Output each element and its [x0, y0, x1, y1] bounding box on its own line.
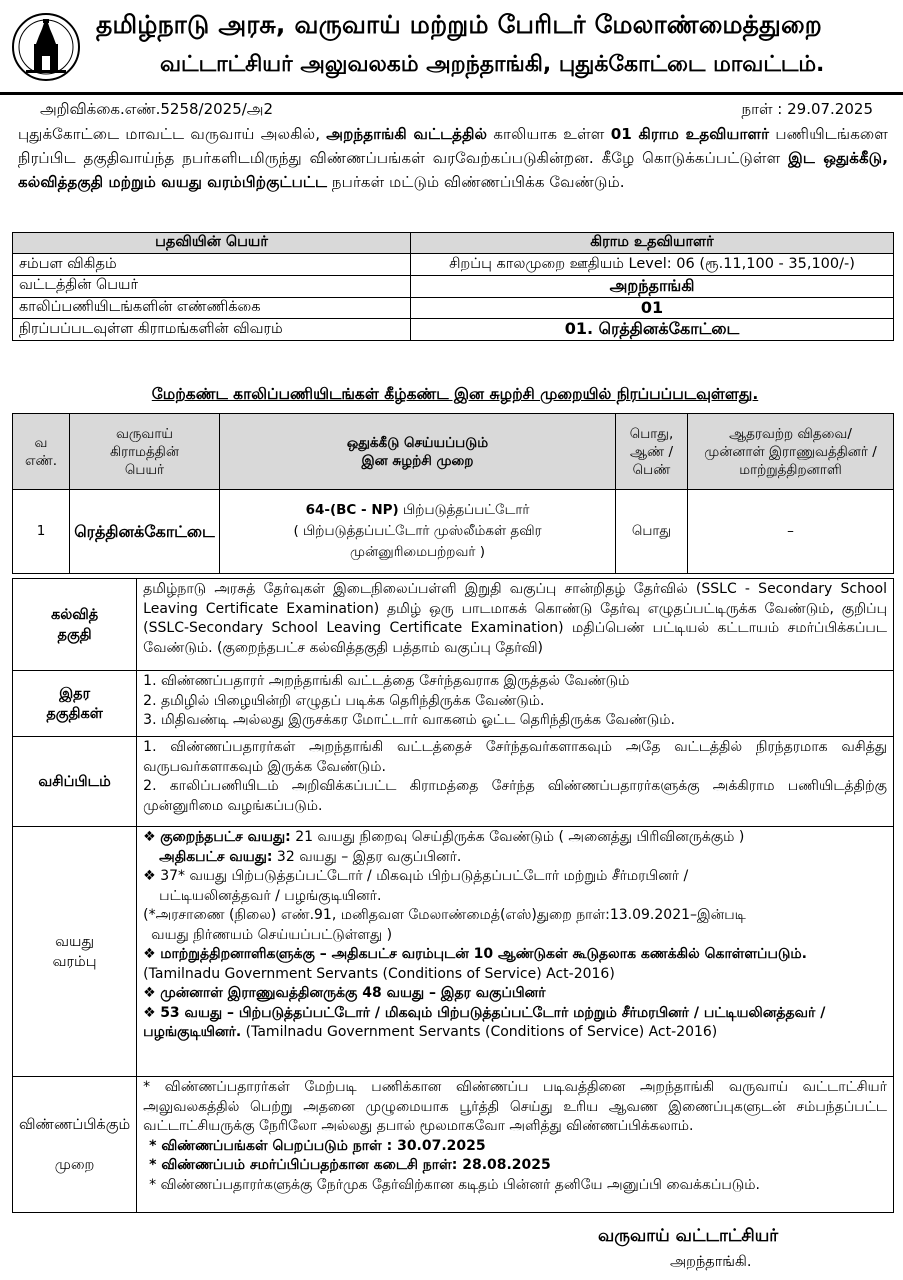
sno-cell: 1 — [13, 490, 70, 574]
taluk-value: அறந்தாங்கி — [411, 275, 894, 297]
label-text: தகுதி — [57, 626, 92, 643]
sno-header — [13, 414, 70, 490]
list-item: 1. விண்ணப்பதாரர்கள் அறந்தாங்கி வட்டத்தைச் சேர்ந்தவர்களாகவும் அதே வட்டத்தில் நிரந்தரமாக வசித்து வருபவர்களாகவும் இருக்க வேண்டும். — [143, 739, 887, 775]
list-item: * விண்ணப்பதாரர்கள் மேற்படி பணிக்கான விண்ணப்ப படிவத்தினை அறந்தாங்கி வருவாய் வட்டாட்சியர் அலுவலகத்தில் பெற்று அதனை முழுமையாக பூர்த்தி செய்து உரிய ஆவண இணைப்புகளுடன் சம்பந்தப்பட்ட வட்டாட்சியருக்கு நேரிலோ அல்லது தபால் மூலமாகவோ அளித்து விண்ணப்பிக்கலாம். — [143, 1079, 887, 1134]
header-text: பெண் — [632, 461, 671, 478]
header — [0, 0, 903, 92]
quota-text: முன்னுரிமைபற்றவர் ) — [349, 544, 486, 560]
village-header — [70, 414, 220, 490]
notice-reference: அறிவிக்கை.எண்.5258/2025/அ2 — [40, 100, 274, 118]
list-item — [143, 848, 887, 868]
quota-text: ( பிற்படுத்தப்பட்டோர் முஸ்லீம்கள் தவிர — [293, 523, 542, 539]
age-limit-details — [137, 827, 894, 1077]
quota-header — [220, 414, 616, 490]
post-details-table — [12, 232, 894, 341]
diamond-bullet-icon: ❖ — [143, 946, 161, 962]
header-text: வருவாய் — [116, 425, 173, 442]
list-item: 3. மிதிவண்டி அல்லது இருசக்கர மோட்டார் வாகனம் ஓட்ட தெரிந்திருக்க வேண்டும். — [143, 712, 675, 728]
vacancy-count-label: காலிப்பணியிடங்களின் எண்ணிக்கை — [13, 297, 411, 318]
table-row — [13, 319, 894, 341]
diamond-bullet-icon: ❖ — [143, 868, 161, 884]
quota-cell — [220, 490, 616, 574]
diamond-bullet-icon: ❖ — [143, 829, 161, 845]
list-item — [143, 984, 887, 1004]
header-text: வ — [34, 434, 48, 451]
signatory-place: அறந்தாங்கி. — [670, 1254, 752, 1270]
diamond-bullet-icon: ❖ — [143, 985, 161, 1001]
act-text: (Tamilnadu Government Servants (Conditions of Service) Act-2016) — [241, 1024, 718, 1040]
list-item: 2. தமிழில் பிழையின்றி எழுதப் படிக்க தெரிந்திருக்க வேண்டும். — [143, 692, 545, 709]
table-row — [13, 827, 894, 1077]
header-text: ஒதுக்கீடு செய்யப்படும் — [346, 434, 489, 451]
application-method-label — [13, 1077, 137, 1213]
gender-cell: பொது — [616, 490, 688, 574]
label-text: முறை — [54, 1156, 95, 1173]
age-limit-label — [13, 827, 137, 1077]
header-text: மாற்றுத்திறனாளி — [739, 461, 842, 478]
office-title: வட்டாட்சியர் அலுவலகம் அறந்தாங்கி, புதுக்கோட்டை மாவட்டம். — [160, 52, 825, 77]
list-item — [143, 1004, 887, 1043]
residence-list — [137, 737, 894, 827]
label-text: வயது — [55, 933, 95, 950]
intro-text: காலியாக உள்ள — [487, 125, 611, 143]
ex-service-age-text: முன்னாள் இராணுவத்தினருக்கு 48 வயது – இதர வகுப்பினர் — [160, 985, 546, 1001]
diamond-bullet-icon: ❖ — [143, 1004, 161, 1021]
header-text: பெயர் — [124, 461, 165, 478]
application-method-details — [137, 1077, 894, 1213]
reservation-table — [12, 413, 894, 574]
intro-text: புதுக்கோட்டை மாவட்ட வருவாய் அலகில், — [18, 125, 327, 143]
label-text: இதர — [59, 685, 91, 702]
intro-paragraph — [18, 122, 888, 194]
taluk-label: வட்டத்தின் பெயர் — [13, 275, 411, 297]
education-label — [13, 579, 137, 671]
label-text: வரம்பு — [52, 953, 97, 970]
list-item: (Tamilnadu Government Servants (Conditions of Service) Act-2016) — [143, 965, 615, 982]
department-title: தமிழ்நாடு அரசு, வருவாய் மற்றும் பேரிடர் மேலாண்மைத்துறை — [96, 10, 822, 39]
criteria-table — [12, 578, 894, 1213]
bc-age-text: 37* வயது பிற்படுத்தப்பட்டோர் / மிகவும் பிற்படுத்தப்பட்டோர் மற்றும் சீர்மரபினர் / — [160, 868, 689, 884]
list-item: பட்டியலினத்தவர் / பழங்குடியினர். — [159, 887, 382, 904]
header-text: கிராமத்தின் — [110, 443, 179, 460]
priority-cell: – — [688, 490, 894, 574]
post-name-value: கிராம உதவியாளர் — [411, 233, 894, 254]
table-row — [13, 671, 894, 737]
other-qualification-label — [13, 671, 137, 737]
list-item: 1. விண்ணப்பதாரர் அறந்தாங்கி வட்டத்தை சேர்ந்தவராக இருத்தல் வேண்டும் — [143, 673, 630, 689]
table-row — [13, 275, 894, 297]
intro-criteria: இட ஒதுக்கீடு, கல்வித்தகுதி மற்றும் வயது வரம்பிற்குட்பட்ட — [18, 149, 888, 191]
signatory-title: வருவாய் வட்டாட்சியர் — [598, 1226, 779, 1246]
table-row — [13, 579, 894, 671]
table-row — [13, 490, 894, 574]
list-item — [143, 828, 887, 848]
list-item: (*அரசாணை (நிலை) எண்.91, மனிதவள மேலாண்மைத்(எஸ்)துறை நாள்:13.09.2021–இன்படி — [143, 907, 746, 923]
age-53-text: 53 வயது – பிற்படுத்தப்பட்டோர் / மிகவும் பிற்படுத்தப்பட்டோர் மற்றும் சீர்மரபினர் / பட்டியலினத்தவர் / பழங்குடியினர். — [143, 1004, 826, 1040]
table-row — [13, 233, 894, 254]
header-text: முன்னாள் இராணுவத்தினர் / — [704, 443, 877, 460]
intro-post: 01 கிராம உதவியாளர் — [610, 125, 770, 143]
table-row — [13, 1077, 894, 1213]
table-row — [13, 297, 894, 318]
label-text: தகுதிகள் — [46, 705, 103, 722]
header-text: ஆண் / — [629, 443, 674, 460]
other-qualification-list — [137, 671, 894, 737]
salary-value: சிறப்பு காலமுறை ஊதியம் Level: 06 (ரூ.11,100 - 35,100/-) — [411, 254, 894, 275]
header-divider — [0, 92, 903, 95]
rotation-note: மேற்கண்ட காலிப்பணியிடங்கள் கீழ்கண்ட இன சுழற்சி முறையில் நிரப்பப்படவுள்ளது. — [151, 385, 759, 403]
table-row — [13, 254, 894, 275]
quota-text: பிற்படுத்தப்பட்டோர் — [398, 502, 530, 518]
intro-taluk: அறந்தாங்கி வட்டத்தில் — [326, 125, 488, 143]
list-item: 2. காலிப்பணியிடம் அறிவிக்கப்பட்ட கிராமத்தை சேர்ந்த விண்ணப்பதாரர்களுக்கு அக்கிராம பணியிடத்திற்கு முன்னுரிமை வழங்கப்படும். — [143, 778, 887, 814]
application-last-date: * விண்ணப்பம் சமர்ப்பிப்பதற்கான கடைசி நாள்: 28.08.2025 — [149, 1157, 551, 1173]
village-value: 01. ரெத்தினக்கோட்டை — [411, 319, 894, 341]
header-text: இன சுழற்சி முறை — [361, 452, 474, 469]
quota-code: 64-(BC - NP) — [305, 502, 399, 518]
gender-header — [616, 414, 688, 490]
header-text: ஆதரவற்ற விதவை/ — [729, 425, 852, 442]
min-age-label: குறைந்தபட்ச வயது: — [160, 829, 291, 845]
min-age-text: 21 வயது நிறைவு செய்திருக்க வேண்டும் ( அனைத்து பிரிவினருக்கும் ) — [290, 829, 745, 845]
village-label: நிரப்பப்படவுள்ள கிராமங்களின் விவரம் — [13, 319, 411, 341]
village-cell: ரெத்தினக்கோட்டை — [70, 490, 220, 574]
label-text: கல்வித் — [50, 606, 99, 623]
intro-text: நபர்கள் மட்டும் விண்ணப்பிக்க வேண்டும். — [327, 173, 625, 191]
list-item — [143, 867, 887, 887]
notice-date: நாள் : 29.07.2025 — [741, 100, 873, 118]
max-age-text: 32 வயது – இதர வகுப்பினர். — [272, 848, 462, 865]
residence-label: வசிப்பிடம் — [13, 737, 137, 827]
salary-label: சம்பள விகிதம் — [13, 254, 411, 275]
priority-header — [688, 414, 894, 490]
list-item: * விண்ணப்பதாரர்களுக்கு நேர்முக தேர்விற்கான கடிதம் பின்னர் தனியே அனுப்பி வைக்கப்படும். — [149, 1176, 761, 1193]
table-row — [13, 737, 894, 827]
intro-text: பணியிடங்களை நிரப்பிட தகுதிவாய்ந்த நபர்களிடமிருந்து விண்ணப்பங்கள் வரவேற்கப்படுகின்றன. கீழே கொடுக்கப்பட்டுள்ள — [18, 125, 888, 167]
vacancy-count-value: 01 — [411, 297, 894, 318]
table-header-row — [13, 414, 894, 490]
header-text: எண். — [24, 452, 57, 469]
disabled-age-text: மாற்றுத்திறனாளிகளுக்கு – அதிகபட்ச வரம்புடன் 10 ஆண்டுகள் கூடுதலாக கணக்கில் கொள்ளப்படும். — [160, 946, 807, 962]
label-text: விண்ணப்பிக்கும் — [19, 1116, 131, 1133]
max-age-label: அதிகபட்ச வயது: — [159, 848, 273, 865]
post-name-label: பதவியின் பெயர் — [13, 233, 411, 254]
application-start-date: * விண்ணப்பங்கள் பெறப்படும் நாள் : 30.07.2025 — [149, 1137, 486, 1154]
tamilnadu-emblem-icon — [12, 10, 80, 84]
list-item: வயது நிர்ணயம் செய்யப்பட்டுள்ளது ) — [151, 926, 393, 943]
header-text: பொது, — [629, 425, 674, 442]
list-item — [143, 945, 887, 965]
education-text: தமிழ்நாடு அரசுத் தேர்வுகள் இடைநிலைப்பள்ளி இறுதி வகுப்பு சான்றிதழ் தேர்வில் (SSLC - Secondary School Leaving Certificate Examination) தமிழ் ஒரு பாடமாகக் கொண்டு தேர்வு எழுதப்பட்டிருக்க வேண்டும், குறிப்பு (SSLC-Secondary School Leaving Certificate Examination) மதிப்பெண் பட்டியல் கட்டாயம் சமர்ப்பிக்கப்பட வேண்டும். (குறைந்தபட்ச கல்வித்தகுதி பத்தாம் வகுப்பு தேர்வி) — [137, 579, 894, 671]
